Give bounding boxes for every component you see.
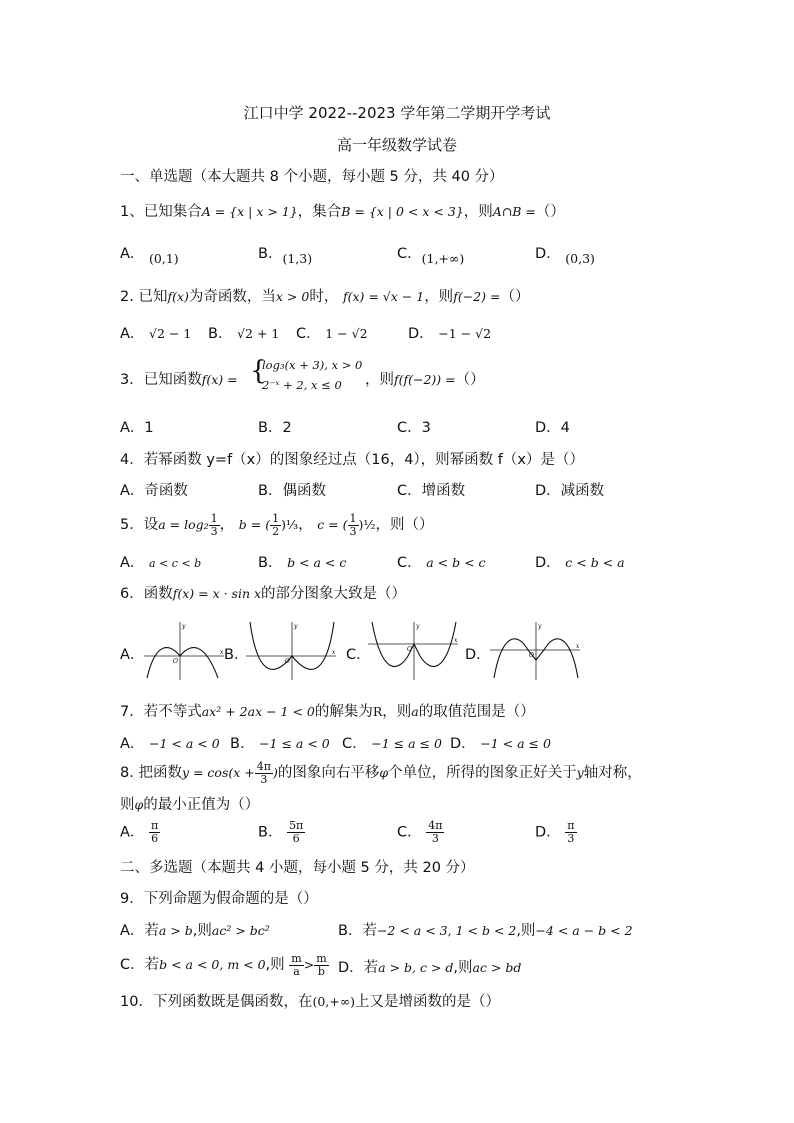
q8-stem-line2: 则φ的最小正值为（） <box>120 797 260 813</box>
q6-graph-a <box>144 620 226 682</box>
curve <box>147 648 218 678</box>
q1-option-a: A． (0,1) <box>120 246 179 266</box>
x-label: x <box>576 643 580 650</box>
origin-label: O <box>285 658 290 665</box>
q7-option-a: A． −1 < a < 0 <box>120 736 220 752</box>
exam-subtitle: 高一年级数学试卷 <box>336 136 457 154</box>
q10-stem: 10．下列函数既是偶函数，在(0,+∞)上又是增函数的是（） <box>120 994 501 1010</box>
q1-option-d: D． (0,3) <box>535 246 595 266</box>
q3-option-d: D．4 <box>535 420 570 436</box>
q2-stem: 2. 已知f(x)为奇函数，当x > 0时， f(x) = √x − 1，则f(−2) =（） <box>120 289 530 305</box>
q2-option-c: C． 1 − √2 <box>296 326 368 342</box>
q6-option-a-label: A． <box>120 647 145 663</box>
section1-heading: 一、单选题（本大题共 8 个小题，每小题 5 分，共 40 分） <box>120 169 504 185</box>
q1-option-b: B．(1,3) <box>258 246 313 266</box>
q2-option-b: B． √2 + 1 <box>208 326 280 342</box>
q5-option-d: D． c < b < a <box>535 555 625 571</box>
q3-brace: { <box>250 356 267 386</box>
q6-option-b-label: B． <box>224 647 249 663</box>
q8-option-d: D． $\frac{\pi}{3}$ <box>535 819 575 845</box>
q3-ask: ，则f(f(−2)) =（） <box>365 372 485 388</box>
q3-case1: log₃(x + 3), x > 0 <box>262 358 363 372</box>
q9-option-a: A．若a > b,则ac² > bc² <box>120 923 270 939</box>
q5-stem: 5．设a = log₂ $\frac{1}{3}$ ， b = ( $\frac{1}{2}$ )⅓， c = ( $\frac{1}{3}$ )½，则（） <box>120 511 434 538</box>
q5-option-a: A． a < c < b <box>120 555 202 571</box>
q3-option-b: B．2 <box>258 420 292 436</box>
q6-stem: 6．函数f(x) = x · sin x的部分图象大致是（） <box>120 586 407 602</box>
y-label: y <box>416 623 420 630</box>
section2-heading: 二、多选题（本题共 4 小题，每小题 5 分，共 20 分） <box>120 860 475 876</box>
origin-label: O <box>173 658 178 665</box>
q3-stem: 3．已知函数f(x) = <box>120 372 238 388</box>
q1-stem: 1、已知集合A = {x | x > 1}，集合B = {x | 0 < x < 3}，则A∩B =（） <box>120 204 565 220</box>
q4-option-b: B．偶函数 <box>258 483 326 499</box>
y-label: y <box>294 623 298 630</box>
q6-option-c-label: C． <box>346 647 371 663</box>
q7-option-b: B． −1 ≤ a < 0 <box>230 736 330 752</box>
q3-option-a: A．1 <box>120 420 154 436</box>
q5-option-b: B． b < a < c <box>258 555 347 571</box>
x-label: x <box>220 649 224 656</box>
q4-option-a: A．奇函数 <box>120 483 188 499</box>
q2-option-d: D． −1 − √2 <box>408 326 492 342</box>
x-label: x <box>332 649 336 656</box>
q6-option-d-label: D． <box>465 647 491 663</box>
q9-option-c: C．若b < a < 0, m < 0,则 $\frac{m}{a}$ > $\frac{m}{b}$ <box>120 951 327 978</box>
q4-option-c: C．增函数 <box>397 483 466 499</box>
q4-stem: 4．若幂函数 y=f（x）的图象经过点（16，4），则幂函数 f（x）是（） <box>120 452 584 468</box>
q1-option-c: C．(1,+∞) <box>397 246 465 266</box>
q6-graph-c <box>368 620 460 682</box>
q8-option-c: C． $\frac{4\pi}{3}$ <box>397 819 443 845</box>
q3-case2: 2⁻ˣ + 2, x ≤ 0 <box>262 378 342 392</box>
y-label: y <box>538 623 542 630</box>
q7-stem: 7．若不等式ax² + 2ax − 1 < 0的解集为R，则a的取值范围是（） <box>120 704 535 720</box>
q7-option-c: C． −1 ≤ a ≤ 0 <box>342 736 442 752</box>
q9-option-d: D．若a > b, c > d,则ac > bd <box>338 960 522 976</box>
origin-label: O <box>529 652 534 659</box>
q6-graph-d <box>490 620 582 682</box>
q8-option-b: B． $\frac{5\pi}{6}$ <box>258 819 304 845</box>
q9-stem: 9．下列命题为假命题的是（） <box>120 891 318 907</box>
q8-stem: 8. 把函数y = cos(x + $\frac{4\pi}{3}$ )的图象向右平移φ个单位，所得的图象正好关于y轴对称， <box>120 759 642 786</box>
q2-option-a: A． √2 − 1 <box>120 326 192 342</box>
q6-graph-b <box>246 620 338 682</box>
exam-title: 江口中学 2022--2023 学年第二学期开学考试 <box>243 104 551 122</box>
x-label: x <box>454 637 458 644</box>
q8-option-a: A． $\frac{\pi}{6}$ <box>120 819 159 845</box>
q7-option-d: D． −1 < a ≤ 0 <box>450 736 551 752</box>
y-label: y <box>182 623 186 630</box>
q9-option-b: B．若−2 < a < 3, 1 < b < 2,则−4 < a − b < 2 <box>338 923 633 939</box>
q5-option-c: C． a < b < c <box>397 555 486 571</box>
q4-option-d: D．减函数 <box>535 483 605 499</box>
q3-option-c: C．3 <box>397 420 431 436</box>
origin-label: O <box>407 646 412 653</box>
